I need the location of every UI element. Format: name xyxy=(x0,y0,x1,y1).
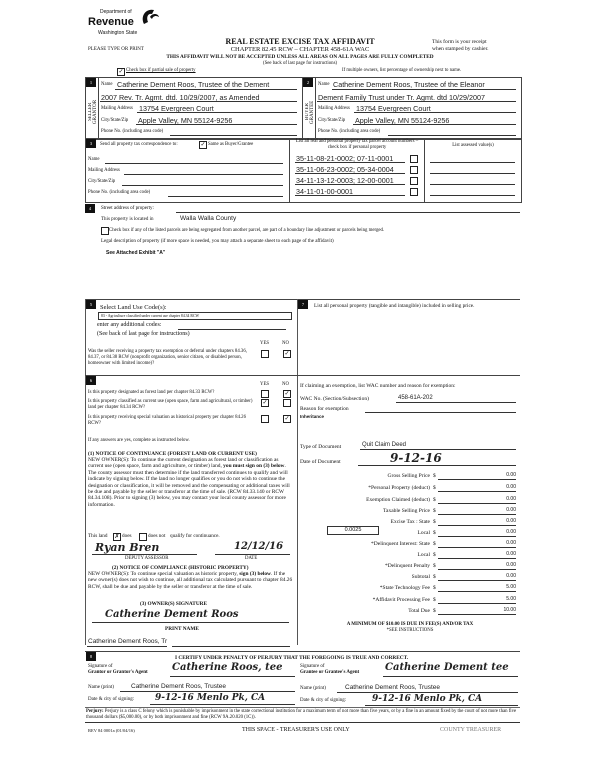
see-back-note: (See back of last page for instructions) xyxy=(262,61,338,66)
see-instructions: *SEE INSTRUCTIONS xyxy=(386,628,434,633)
historical-question: Is this property receiving special valuation as historical property per chapter 84.26 RCW? xyxy=(88,415,246,426)
currency-sign: $ xyxy=(433,541,436,547)
logo-line-3: Washington State xyxy=(98,30,138,36)
yes-header: YES xyxy=(260,382,270,387)
owner-signature-label: (3) OWNER(S) SIGNATURE xyxy=(140,601,207,607)
divider xyxy=(424,138,425,202)
fee-label: Local xyxy=(417,530,430,536)
no-header: NO xyxy=(282,341,289,346)
perjury-note xyxy=(86,709,521,721)
divider xyxy=(315,77,316,138)
land-label: This land xyxy=(88,533,108,539)
line xyxy=(92,622,289,623)
fee-label: Total Due xyxy=(408,608,430,614)
exemption-question: Was the seller receiving a property tax exemption or deferral under chapters 84.36, 84.37, or 84.38 RCW (nonprofit organization, senior citizen, or disabled person, homeowner with limited income)? xyxy=(88,349,247,366)
grantor-date-city-label: Date & city of signing: xyxy=(88,697,135,702)
corr-name-field[interactable] xyxy=(105,163,283,164)
divider xyxy=(85,722,520,723)
line xyxy=(295,162,405,163)
perjury-bold: Perjury: xyxy=(86,709,104,714)
street-address-label: Street address of property: xyxy=(101,206,154,211)
fee-value[interactable]: 0.00 xyxy=(438,484,516,492)
notice1-text-a: NEW OWNER(S): To continue the current designation as forest land or classification as current use (open space, farm and agriculture, or timber) land, xyxy=(88,457,279,470)
seller-mailing-value[interactable]: 13754 Evergreen Court xyxy=(139,104,214,113)
line xyxy=(170,676,295,677)
line xyxy=(215,554,290,555)
buyer-phone-label: Phone No. (including area code) xyxy=(318,129,381,134)
fee-value[interactable]: 0.00 xyxy=(438,529,516,537)
buyer-mailing-label: Mailing Address xyxy=(318,106,350,111)
reason-label: Reason for exemption xyxy=(300,406,349,412)
doc-type-label: Type of Document xyxy=(300,444,342,450)
divider xyxy=(297,375,520,376)
currency-sign: $ xyxy=(433,497,436,503)
fee-label: Local xyxy=(417,552,430,558)
corr-phone-field[interactable] xyxy=(168,196,283,197)
fee-label: *Affidavit Processing Fee xyxy=(372,597,430,603)
buyer-city-label: City/State/Zip xyxy=(318,118,346,123)
fee-label: Taxable Selling Price xyxy=(383,508,430,514)
does-not-label: does not xyxy=(148,533,166,539)
line xyxy=(337,692,518,693)
forest-no-checkbox[interactable]: ✓ xyxy=(284,391,290,397)
section-number-1: 1 xyxy=(86,78,96,87)
parcel-number[interactable]: 34-11-01-00-0001 xyxy=(296,187,354,196)
wac-value[interactable]: 458-61A-202 xyxy=(398,395,433,401)
seller-phone-field[interactable] xyxy=(170,135,297,136)
buyer-name-label: Name xyxy=(318,82,330,87)
corr-mailing-field[interactable] xyxy=(124,174,283,175)
line xyxy=(358,465,516,466)
currency-sign: $ xyxy=(433,597,436,603)
line xyxy=(365,705,518,706)
grantor-signature[interactable]: Catherine Roos, tee xyxy=(172,662,283,673)
parcel-number[interactable]: 35-11-08-21-0002; 07-11-0001 xyxy=(296,154,394,163)
fee-value[interactable]: 0.00 xyxy=(438,573,516,581)
date-label: DATE xyxy=(245,556,258,561)
fee-label: *Delinquent Penalty xyxy=(384,563,430,569)
line xyxy=(295,195,405,196)
currency-sign: $ xyxy=(433,563,436,569)
forest-land-question: Is this property designated as forest land per chapter 84.33 RCW? xyxy=(88,390,215,395)
personal-property-label: List all personal property (tangible and intangible) included in selling price. xyxy=(314,303,475,309)
county-treasurer-stamp: COUNTY TREASURER xyxy=(440,727,502,733)
yes-header: YES xyxy=(260,341,270,346)
grantee-signature[interactable]: Catherine Dement tee xyxy=(385,662,509,673)
grantee-date-city-label: Date & city of signing: xyxy=(300,698,347,703)
if-yes-note: If any answers are yes, complete as instructed below. xyxy=(88,438,190,443)
currency-sign: $ xyxy=(433,574,436,580)
print-name-label: PRINT NAME xyxy=(165,626,199,632)
receipt-note-1: This form is your receipt xyxy=(432,39,487,45)
grantee-sig-label-1: Signature of xyxy=(300,664,325,669)
assessed-value-field[interactable] xyxy=(430,162,515,163)
notice2-text xyxy=(88,571,293,590)
line xyxy=(295,184,405,185)
exemption-yes-checkbox[interactable] xyxy=(261,350,269,358)
segregated-checkbox[interactable] xyxy=(101,227,109,235)
does-label: does xyxy=(122,533,132,539)
fee-label: *Delinquent Interest: State xyxy=(371,541,430,547)
form-chapter: CHAPTER 82.45 RCW – CHAPTER 458-61A WAC xyxy=(230,46,370,53)
line xyxy=(172,646,290,647)
treasurer-space: THIS SPACE - TREASURER'S USE ONLY xyxy=(242,727,350,733)
seller-name-line-1[interactable]: Catherine Dement Roos, Trustee of the Dement xyxy=(117,80,270,89)
owner-signature[interactable]: Catherine Dement Roos xyxy=(105,609,239,620)
additional-codes-field[interactable] xyxy=(178,329,286,330)
currency-sign: $ xyxy=(433,519,436,525)
corr-city-label: City/State/Zip xyxy=(88,179,116,184)
line xyxy=(353,124,516,125)
assessed-value-field[interactable] xyxy=(430,184,515,185)
assessed-header: List assessed value(s) xyxy=(452,143,494,148)
grantee-sig-label-2: Grantee or Grantee's Agent xyxy=(300,670,360,675)
seller-mailing-label: Mailing Address xyxy=(101,106,133,111)
corr-city-field[interactable] xyxy=(122,185,283,186)
section-number-3: 3 xyxy=(86,139,96,148)
fee-value[interactable]: 0.00 xyxy=(438,496,516,504)
doc-date-value[interactable]: 9-12-16 xyxy=(390,451,442,465)
currency-sign: $ xyxy=(433,530,436,536)
logo-line-1: Department of xyxy=(100,9,132,15)
revision-number: REV 84 0001a (01/04/16) xyxy=(88,728,135,733)
does-qualify-checkbox[interactable]: ✗ xyxy=(114,534,120,540)
line xyxy=(150,704,295,705)
print-name-value[interactable]: Catherine Dement Roos, Tr xyxy=(88,638,168,645)
fee-label: Subtotal xyxy=(411,574,430,580)
current-use-no-checkbox[interactable] xyxy=(283,399,291,407)
line xyxy=(396,402,516,403)
multiple-owners-note: If multiple owners, list percentage of ownership next to name. xyxy=(342,68,462,73)
form-title: REAL ESTATE EXCISE TAX AFFIDAVIT xyxy=(225,37,375,46)
located-value[interactable]: Walla Walla County xyxy=(180,215,237,222)
fee-value[interactable]: 5.00 xyxy=(438,584,516,592)
segregated-label: Check box if any of the listed parcels are being segregated from another parcel, are part of a boundary line adjustment or parcels being merged. xyxy=(109,228,385,233)
street-address-field[interactable] xyxy=(176,212,520,213)
currency-sign: $ xyxy=(433,585,436,591)
line xyxy=(332,89,516,90)
section-number-7: 7 xyxy=(298,300,308,309)
fee-value[interactable]: 0.00 xyxy=(438,540,516,548)
partial-sale-label: Check box if partial sale of property xyxy=(126,68,196,73)
seller-name-line-2[interactable]: 2007 Rev. Tr. Agmt. dtd. 10/29/2007, as Amended xyxy=(101,93,260,102)
perjury-text: Perjury is a class C felony which is punishable by imprisonment in the state correctional institution for a maximum term of not more than five years, or by a fine in an amount fixed by the court of not more than five thousand dollars ($5,000.00), or by both imprisonment and fine (RCW 9A.20.020 (1C)). xyxy=(86,709,517,720)
divider xyxy=(297,299,298,645)
assessed-value-field[interactable] xyxy=(430,195,515,196)
reason-value[interactable]: Inheritance xyxy=(300,414,325,419)
grantor-name-label: Name (print) xyxy=(88,685,114,690)
notice1-text xyxy=(88,457,293,508)
seller-side-label: SELLER GRANTOR xyxy=(88,99,98,125)
current-use-question: Is this property classified as current use (open space, farm and agricultural, or timber) land per chapter 84.34 RCW? xyxy=(88,399,253,410)
buyer-phone-field[interactable] xyxy=(388,135,516,136)
seller-name-label: Name xyxy=(101,82,113,87)
certification-title: I CERTIFY UNDER PENALTY OF PERJURY THAT THE FOREGOING IS TRUE AND CORRECT. xyxy=(175,655,409,661)
section-number-8: 8 xyxy=(86,652,96,661)
divider xyxy=(85,651,520,652)
fee-label: Gross Selling Price xyxy=(387,473,430,479)
section-number-6: 6 xyxy=(86,376,96,385)
personal-property-checkbox[interactable] xyxy=(410,166,418,174)
line xyxy=(100,101,297,102)
wac-label: WAC No. (Section/Subsection) xyxy=(300,396,369,402)
land-use-see-back: (See back of last page for instructions) xyxy=(97,331,190,337)
grantee-name-value[interactable]: Catherine Dement Roos, Trustee xyxy=(345,684,441,691)
land-use-code-select[interactable]: 83 - Agriculture classified under current use chapter 84.34 RCW xyxy=(98,312,292,320)
qualify-label: qualify for continuance. xyxy=(170,533,220,539)
currency-sign: $ xyxy=(433,508,436,514)
forest-yes-checkbox[interactable] xyxy=(261,390,269,398)
fee-value[interactable]: 0.00 xyxy=(438,562,516,570)
buyer-name-line-2[interactable]: Dement Family Trust under Tr. Agmt. dtd 10/29/2007 xyxy=(318,93,485,102)
legal-description-value[interactable]: See Attached Exhibit "A" xyxy=(106,250,166,256)
reason-field[interactable] xyxy=(365,412,516,413)
notice1-title: (1) NOTICE OF CONTINUANCE (FOREST LAND OR CURRENT USE) xyxy=(88,451,257,457)
line xyxy=(120,691,295,692)
notice2-bold: sign (3) below xyxy=(239,571,271,577)
section-number-5: 5 xyxy=(86,300,96,309)
notice1-bold: you must sign on (3) below xyxy=(223,463,285,470)
form-warning: THIS AFFIDAVIT WILL NOT BE ACCEPTED UNLESS ALL AREAS ON ALL PAGES ARE FULLY COMPLETED xyxy=(166,54,434,60)
does-not-qualify-checkbox[interactable] xyxy=(139,533,147,541)
fee-value[interactable]: 10.00 xyxy=(438,607,516,615)
assessed-value-field[interactable] xyxy=(430,173,515,174)
seller-city-label: City/State/Zip xyxy=(101,118,129,123)
additional-codes-label: enter any additional codes: xyxy=(97,322,162,328)
notice2-text-b: . If the new owner(s) does not wish to continue, all additional tax calculated pursuant to chapter 84.26 RCW, shall be due and payable by the seller or transferor at the time of sale. xyxy=(88,571,293,590)
personal-property-checkbox[interactable] xyxy=(410,155,418,163)
corr-name-label: Name xyxy=(88,157,100,162)
exemption-claim-label: If claiming an exemption, list WAC number and reason for exemption: xyxy=(300,383,456,389)
doc-type-value[interactable]: Quit Claim Deed xyxy=(362,442,407,448)
line xyxy=(137,112,297,113)
line xyxy=(295,173,405,174)
buyer-name-line-1[interactable]: Catherine Dement Roos, Trustee of the Eleanor xyxy=(333,80,485,89)
grantor-sig-label-1: Signature of xyxy=(88,664,113,669)
corr-phone-label: Phone No. (including area code) xyxy=(88,190,151,195)
parcels-header: List all real and personal property tax parcel account numbers – check box if personal property xyxy=(295,139,419,150)
fee-value[interactable]: 5.00 xyxy=(438,596,516,604)
minimum-note: A MINIMUM OF $10.00 IS DUE IN FEE(S) AND/OR TAX xyxy=(346,622,474,627)
buyer-city-value[interactable]: Apple Valley, MN 55124-9256 xyxy=(355,116,450,125)
line xyxy=(115,89,297,90)
line xyxy=(92,554,197,555)
currency-sign: $ xyxy=(433,473,436,479)
line xyxy=(136,124,297,125)
section-number-4: 4 xyxy=(85,204,95,213)
please-type: PLEASE TYPE OR PRINT xyxy=(88,47,144,52)
line xyxy=(383,676,518,677)
line xyxy=(360,449,516,450)
exemption-no-checkbox[interactable]: ✓ xyxy=(284,351,290,357)
line xyxy=(317,101,516,102)
fee-label: Excise Tax : State xyxy=(390,519,430,525)
currency-sign: $ xyxy=(433,552,436,558)
parcel-number[interactable]: 34-11-13-12-0003; 12-00-0001 xyxy=(296,176,394,185)
fee-label: *Personal Property (deduct) xyxy=(368,485,430,491)
buyer-mailing-value[interactable]: 13754 Evergreen Court xyxy=(356,104,431,113)
divider xyxy=(289,138,290,202)
correspondence-label: Send all property tax correspondence to: xyxy=(100,142,178,147)
dor-swoosh-icon xyxy=(140,8,160,26)
buyer-side-label: BUYER GRANTEE xyxy=(305,100,315,124)
fee-label: Exemption Claimed (deduct) xyxy=(366,497,430,503)
corr-mailing-label: Mailing Address xyxy=(88,168,120,173)
fee-value[interactable]: 0.00 xyxy=(438,507,516,515)
deputy-assessor-label: DEPUTY ASSESSOR xyxy=(125,556,169,561)
line xyxy=(354,112,516,113)
personal-property-checkbox[interactable] xyxy=(410,188,418,196)
fee-value[interactable]: 0.00 xyxy=(438,518,516,526)
current-use-yes-checkbox[interactable]: ✓ xyxy=(262,400,268,406)
no-header: NO xyxy=(282,382,289,387)
fee-value[interactable]: 0.00 xyxy=(438,551,516,559)
fee-value[interactable]: 0.00 xyxy=(438,472,516,480)
located-label: This property is located in xyxy=(101,217,154,222)
same-as-buyer-checkbox[interactable]: ✓ xyxy=(200,142,206,148)
divider xyxy=(98,77,99,138)
section-number-2: 2 xyxy=(303,78,313,87)
doc-date-label: Date of Document xyxy=(300,459,341,465)
dor-logo xyxy=(88,8,168,40)
historical-no-checkbox[interactable]: ✓ xyxy=(284,416,290,422)
grantor-name-value[interactable]: Catherine Dement Roos, Trustee xyxy=(131,683,227,690)
grantor-sig-label-2: Grantor or Grantor's Agent xyxy=(88,670,148,675)
fee-label: *State Technology Fee xyxy=(379,585,430,591)
legal-description-label: Legal description of property (if more space is needed, you may attach a separate sheet to each page of the affidavit) xyxy=(101,239,334,244)
land-use-title: Select Land Use Code(s): xyxy=(100,304,167,311)
personal-property-checkbox[interactable] xyxy=(410,177,418,185)
divider xyxy=(85,375,297,376)
logo-line-2: Revenue xyxy=(88,16,134,28)
notice2-title: (2) NOTICE OF COMPLIANCE (HISTORIC PROPERTY) xyxy=(112,565,249,571)
same-as-buyer-label: Same as Buyer/Grantee xyxy=(208,142,254,147)
divider xyxy=(85,299,86,645)
grantee-date-city-value[interactable]: 9-12-16 Menlo Pk, CA xyxy=(372,694,483,704)
receipt-note-2: when stamped by cashier. xyxy=(432,46,489,52)
parcel-number[interactable]: 35-11-06-23-0002; 05-34-0004 xyxy=(296,165,394,174)
local-rate-box[interactable]: 0.0025 xyxy=(327,526,379,535)
notice2-text-a: NEW OWNER(S): To continue special valuation as historic property, xyxy=(88,571,238,577)
currency-sign: $ xyxy=(433,608,436,614)
grantor-date-city-value[interactable]: 9-12-16 Menlo Pk, CA xyxy=(155,693,266,703)
historical-yes-checkbox[interactable] xyxy=(261,415,269,423)
divider xyxy=(85,707,520,708)
seller-phone-label: Phone No. (including area code) xyxy=(101,129,164,134)
notice1-text-b: . The county assessor must then determine if the land transferred continues to qualify and will indicate by signing below. If the land no longer qualifies or you do not wish to continue the designation or classification, it will be removed and the compensating or additional taxes will be due and payable by the seller or transferor at the time of sale. (RCW 84.33.140 or RCW 84.34.108). Prior to signing (3) below, you may contact your local county assessor for more information. xyxy=(88,463,290,508)
currency-sign: $ xyxy=(433,485,436,491)
assessor-signature[interactable]: Ryan Bren xyxy=(95,541,160,554)
line xyxy=(87,646,167,647)
seller-city-value[interactable]: Apple Valley, MN 55124-9256 xyxy=(138,116,233,125)
grantee-name-label: Name (print) xyxy=(300,686,326,691)
partial-sale-checkbox[interactable]: ✓ xyxy=(118,69,124,75)
assessor-date[interactable]: 12/12/16 xyxy=(234,541,284,552)
